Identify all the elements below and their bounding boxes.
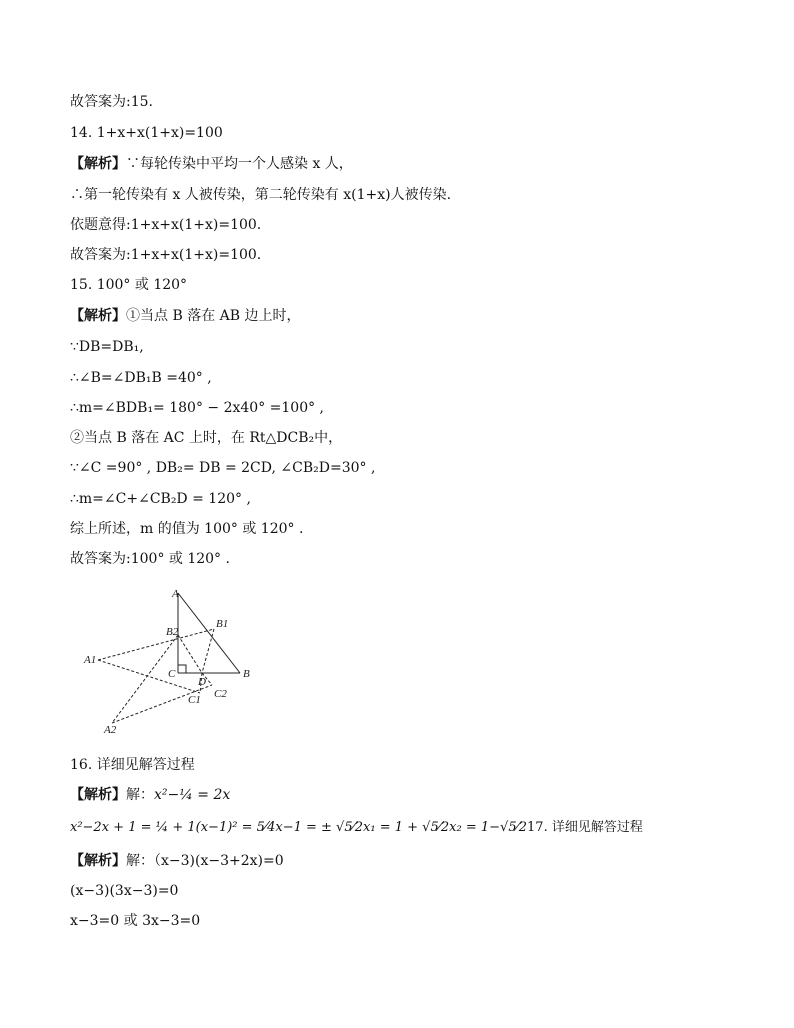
segment-B1D [202,629,214,673]
label-A2: A2 [104,724,117,735]
text-line-5: 依题意得:1+x+x(1+x)=100. [70,217,262,233]
label-A: A [172,588,179,600]
text-line-18: 【解析】解：x²−¼ = 2x [70,787,231,803]
text-line-1: 故答案为:15. [70,94,153,110]
label-B: B [243,668,250,680]
text-line-21: (x−3)(3x−3)=0 [70,883,179,899]
label-C: C [168,668,176,680]
text-line-8: 【解析】①当点 B 落在 AB 边上时， [70,308,301,324]
text-line-6: 故答案为:1+x+x(1+x)=100. [70,247,262,263]
text-line-9: ∵DB=DB₁, [70,339,144,355]
right-angle-mark [178,665,186,673]
segment-B2D [178,635,202,673]
text-line-15: 综上所述，m 的值为 100° 或 120° . [70,521,304,537]
label-B1: B1 [216,618,229,630]
text-line-2: 14. 1+x+x(1+x)=100 [70,125,223,141]
text-line-12: ②当点 B 落在 AC 上时，在 Rt△DCB₂中， [70,430,343,446]
label-A1: A1 [84,654,97,666]
text-line-7: 15. 100° 或 120° [70,277,188,293]
text-line-17: 16. 详细见解答过程 [70,757,195,773]
label-C1: C1 [188,694,201,706]
label-D: D [198,676,206,688]
text-line-11: ∴m=∠BDB₁= 180° − 2x40° =100° , [70,400,325,416]
text-line-10: ∴∠B=∠DB₁B =40° , [70,370,212,386]
segment-A1B1 [98,629,214,660]
label-C2: C2 [214,688,227,700]
text-line-3: 【解析】∵每轮传染中平均一个人感染 x 人， [70,156,353,172]
geometry-figure [80,585,270,735]
text-line-14: ∴m=∠C+∠CB₂D = 120° , [70,491,251,507]
text-line-19: x²−2x + 1 = ¼ + 1(x−1)² = 5⁄4x−1 = ± √5⁄2x₁ = 1 + √5⁄2x₂ = 1−√5⁄217. 详细见解答过程 [70,820,643,835]
text-line-16: 故答案为:100° 或 120° . [70,551,230,567]
text-line-4: ∴第一轮传染有 x 人被传染，第二轮传染有 x(1+x)人被传染. [70,187,452,203]
text-line-22: x−3=0 或 3x−3=0 [70,913,201,929]
text-line-20: 【解析】解：（x−3)(x−3+2x)=0 [70,853,284,869]
text-line-13: ∵∠C =90° , DB₂= DB = 2CD, ∠CB₂D=30° , [70,460,376,476]
label-B2: B2 [166,626,179,638]
segment-AB [178,593,240,673]
